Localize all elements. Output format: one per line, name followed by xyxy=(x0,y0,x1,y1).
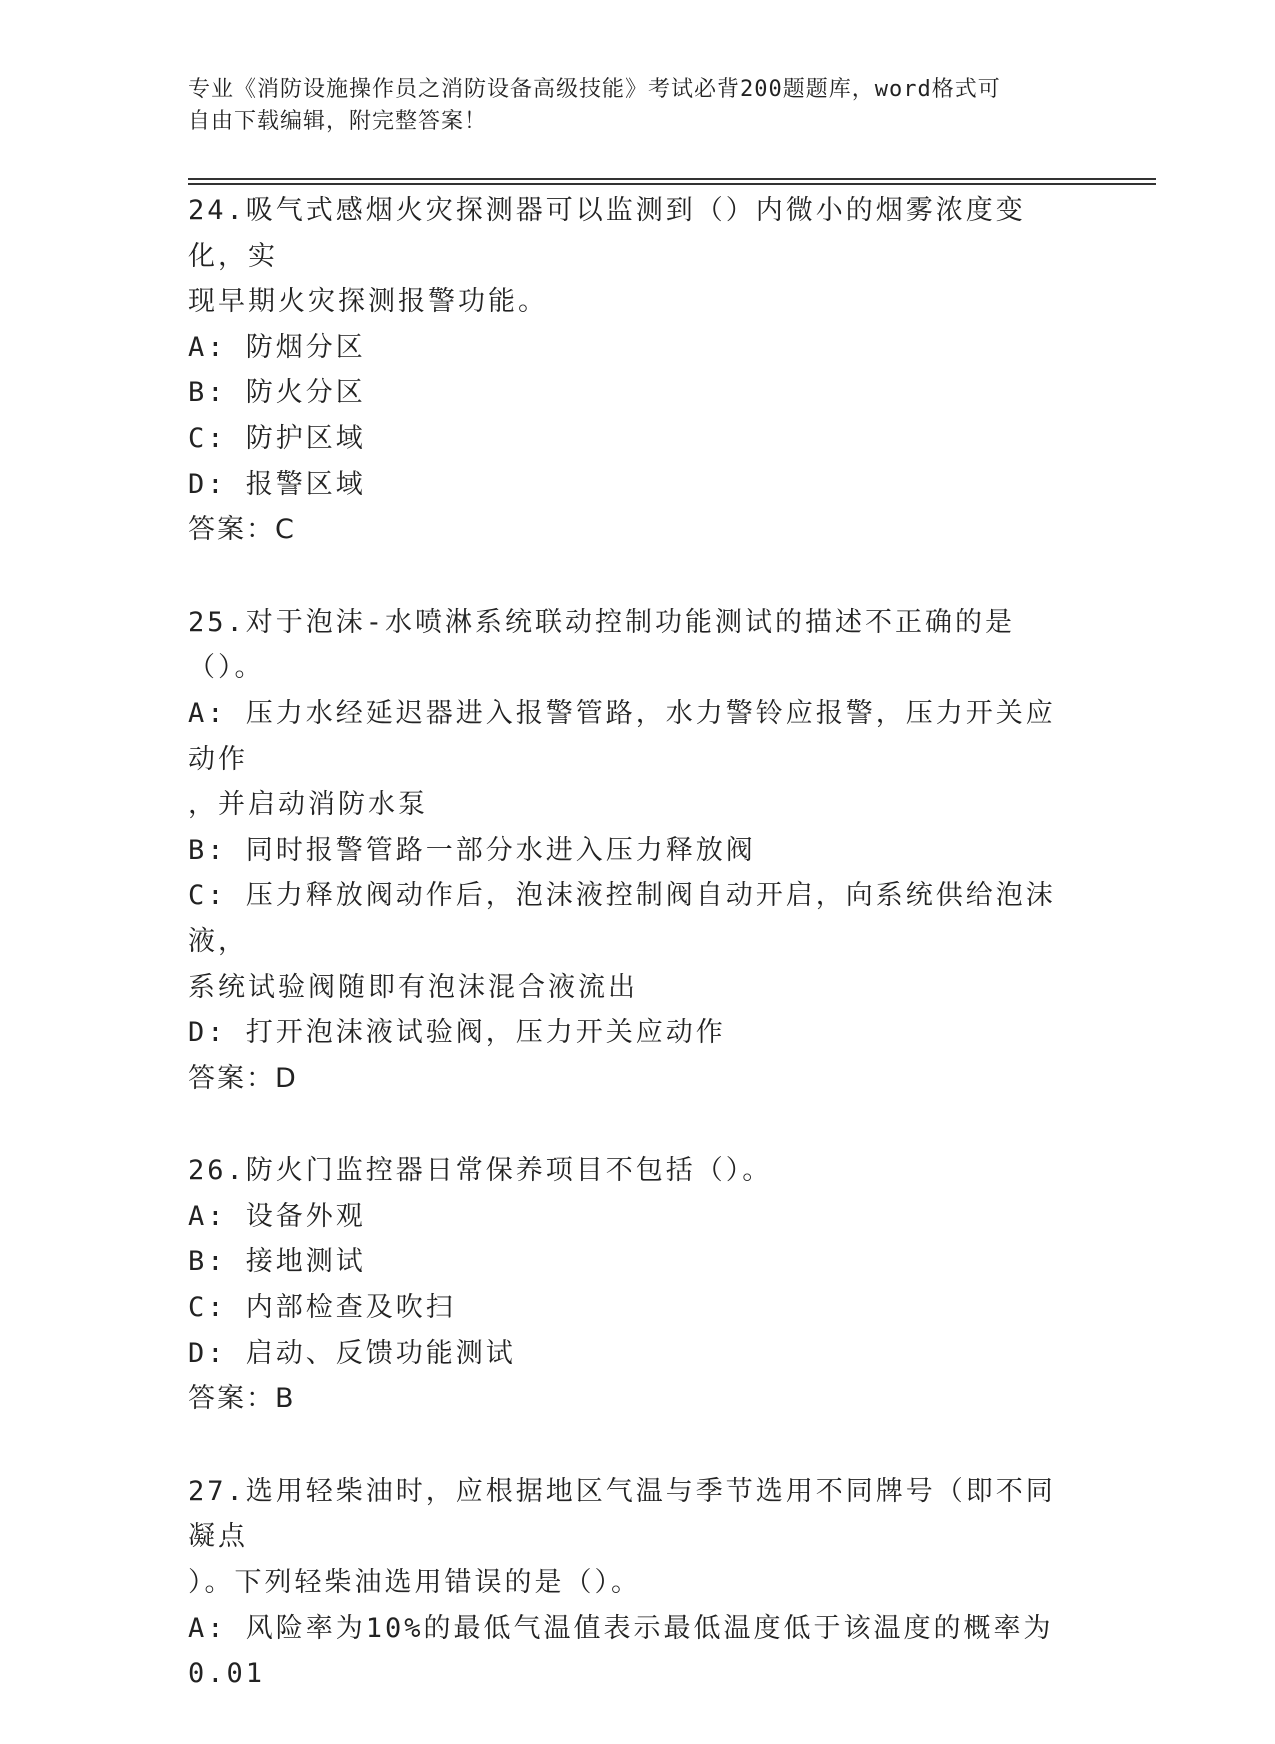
option-d: D: 启动、反馈功能测试 xyxy=(188,1337,516,1369)
answer-line: 答案：C xyxy=(188,514,296,546)
header-divider-bottom xyxy=(188,183,1156,185)
option-c: C: 压力释放阀动作后，泡沫液控制阀自动开启，向系统供给泡沫液， xyxy=(188,880,1056,957)
question-24 xyxy=(188,188,1078,553)
header-line: 专业《消防设施操作员之消防设备高级技能》考试必背200题题库，word格式可 xyxy=(188,77,1001,102)
option-a: A: 压力水经延迟器进入报警管路，水力警铃应报警，压力开关应动作 xyxy=(188,697,1056,775)
option-d: D: 报警区域 xyxy=(188,468,366,500)
header-line: 自由下载编辑，附完整答案！ xyxy=(188,109,488,134)
question-stem-line: 25.对于泡沫-水喷淋系统联动控制功能测试的描述不正确的是（）。 xyxy=(188,606,1016,684)
question-26 xyxy=(188,1148,1078,1422)
option-b: B: 接地测试 xyxy=(188,1246,366,1278)
option-a: A: 风险率为10%的最低气温值表示最低温度低于该温度的概率为0.01 xyxy=(188,1612,1054,1690)
question-27 xyxy=(188,1469,1078,1697)
question-25 xyxy=(188,600,1078,1102)
answer-line: 答案：D xyxy=(188,1062,298,1094)
option-b: B: 防火分区 xyxy=(188,377,366,409)
question-list xyxy=(188,188,1078,1744)
document-header xyxy=(188,74,1068,138)
question-stem-line: ）。下列轻柴油选用错误的是（）。 xyxy=(188,1567,641,1599)
header-divider-top xyxy=(188,178,1156,180)
question-stem-line: 现早期火灾探测报警功能。 xyxy=(188,286,548,318)
answer-line: 答案：B xyxy=(188,1383,296,1415)
question-stem-line: 27.选用轻柴油时，应根据地区气温与季节选用不同牌号（即不同凝点 xyxy=(188,1475,1056,1553)
option-a-continued: ，并启动消防水泵 xyxy=(188,789,428,821)
option-c-continued: 系统试验阀随即有泡沫混合液流出 xyxy=(188,971,638,1003)
option-a: A: 设备外观 xyxy=(188,1200,366,1232)
option-c: C: 内部检查及吹扫 xyxy=(188,1292,456,1324)
option-b: B: 同时报警管路一部分水进入压力释放阀 xyxy=(188,834,756,866)
option-a: A: 防烟分区 xyxy=(188,331,366,363)
question-stem-line: 24.吸气式感烟火灾探测器可以监测到（）内微小的烟雾浓度变化，实 xyxy=(188,195,1026,272)
option-c: C: 防护区域 xyxy=(188,422,366,454)
option-d: D: 打开泡沫液试验阀，压力开关应动作 xyxy=(188,1017,726,1049)
question-stem-line: 26.防火门监控器日常保养项目不包括（）。 xyxy=(188,1155,773,1187)
